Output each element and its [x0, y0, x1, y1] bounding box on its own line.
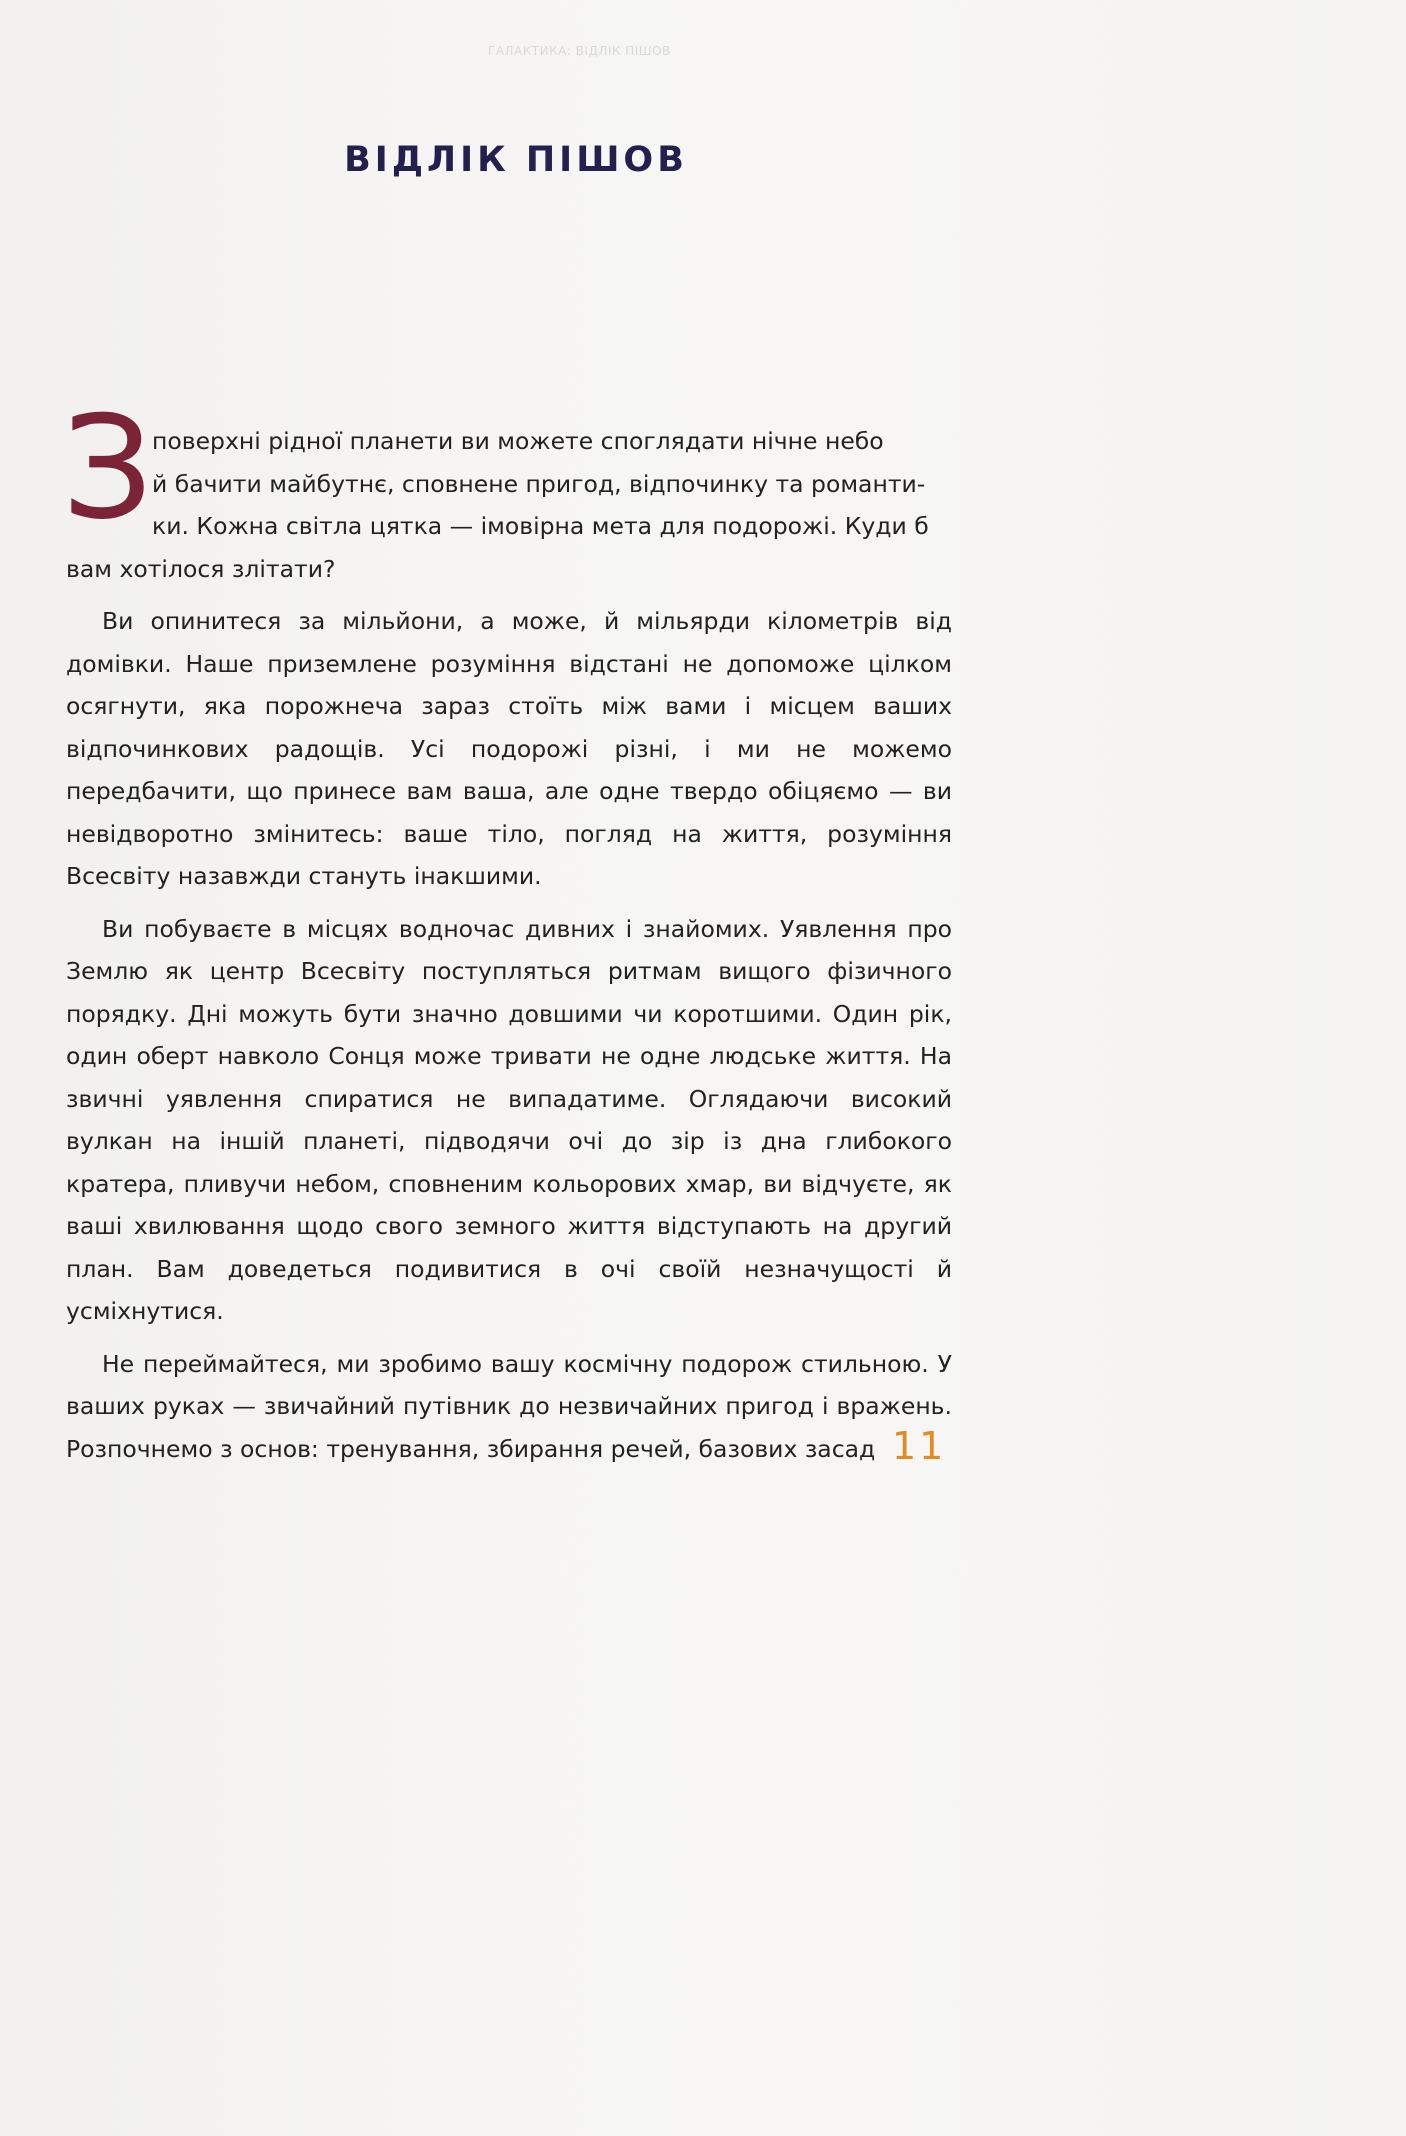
drop-cap-letter: З: [62, 386, 154, 551]
opening-line-2: й бачити майбутнє, сповнене пригод, відпочинку та романти-: [152, 469, 926, 498]
chapter-title: ВІДЛІК ПІШОВ: [344, 140, 688, 180]
body-text: [62, 386, 952, 1470]
paragraph-places: Ви побуваєте в місцях водночас дивних і знайомих. Уявлення про Землю як центр Всесвіту поступляться ритмам вищого фізичного порядку. Дні можуть бути значно довшими чи коротшими. Один рік, один оберт навколо Сонця може тривати не одне людське життя. На звичні уявлення спиратися не випадатиме. Оглядаючи високий вулкан на іншій планеті, підводячи очі до зір із дна глибокого кратера, пливучи небом, сповненим кольорових хмар, ви відчуєте, як ваші хвилювання щодо свого земного життя відступають на другий план. Вам доведеться подивитися в очі своїй незначущості й усміхнутися.: [66, 914, 952, 1325]
opening-line-1: поверхні рідної планети ви можете споглядати нічне небо: [152, 427, 884, 455]
opening-paragraph: [62, 386, 952, 551]
paragraph-style: Не переймайтеся, ми зробимо вашу космічну подорож стильною. У ваших руках — звичайний путівник до незвичайних пригод і вражень. Розпочнемо з основ: тренування, збирання речей, базових засад: [66, 1349, 952, 1463]
paragraph-distance: Ви опинитеся за мільйони, а може, й мільярди кілометрів від домівки. Наше приземлене розуміння відстані не допоможе цілком осягнути, яка порожнеча зараз стоїть між вами і місцем ваших відпочинкових радощів. Усі подорожі різні, і ми не можемо передбачити, що принесе вам ваша, але одне твердо обіцяємо — ви невідворотно змінитесь: ваше тіло, погляд на життя, розуміння Всесвіту назавжди стануть інакшими.: [66, 607, 952, 890]
opening-line-3: ки. Кожна світла цятка — імовірна мета для подорожі. Куди б: [152, 512, 929, 540]
page-number: 11: [892, 1424, 947, 1468]
running-header: ГАЛАКТИКА: ВІДЛІК ПІШОВ: [488, 44, 671, 58]
opening-paragraph-tail: вам хотілося злітати?: [66, 554, 336, 583]
